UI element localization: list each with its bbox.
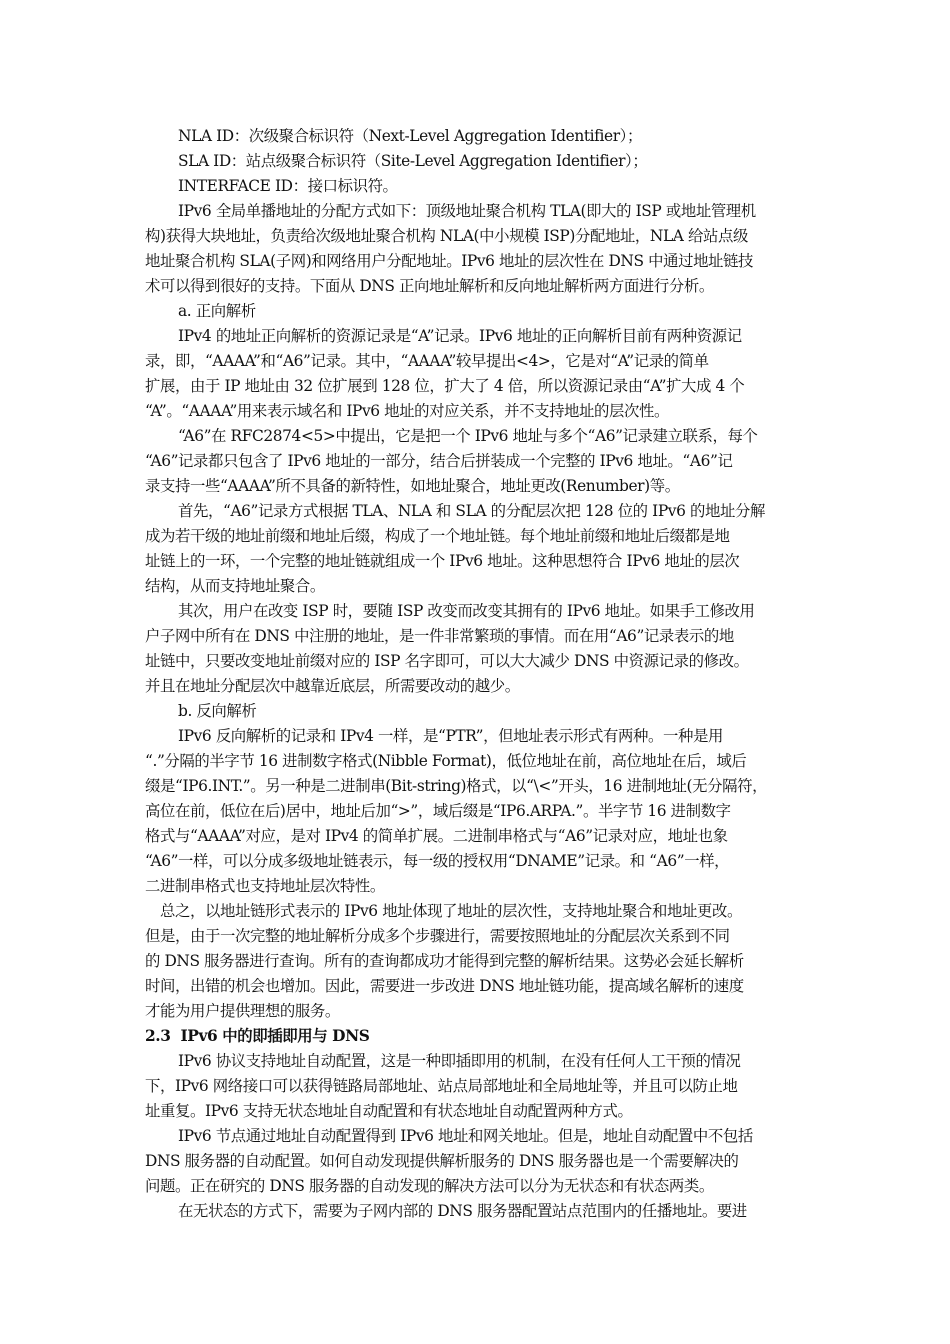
text-line: 录，即，“AAAA”和“A6”记录。其中，“AAAA”较早提出<4>，它是对“A”记录的简单 [145, 352, 709, 370]
text-line: 下，IPv6 网络接口可以获得链路局部地址、站点局部地址和全局地址等，并且可以防止地 [145, 1077, 738, 1095]
text-line: 问题。正在研究的 DNS 服务器的自动发现的解决方法可以分为无状态和有状态两类。 [145, 1177, 714, 1195]
text-line: “A6”在 RFC2874<5>中提出，它是把一个 IPv6 地址与多个“A6”记录建立联系，每个 [178, 427, 758, 445]
text-line: 结构，从而支持地址聚合。 [145, 577, 325, 595]
text-line: IPv6 协议支持地址自动配置，这是一种即插即用的机制，在没有任何人工干预的情况 [178, 1052, 741, 1070]
text-line: 扩展，由于 IP 地址由 32 位扩展到 128 位，扩大了 4 倍，所以资源记录由“A”扩大成 4 个 [145, 377, 745, 395]
text-line: 高位在前，低位在后)居中，地址后加“>”，域后缀是“IP6.ARPA.”。半字节 16 进制数字 [145, 802, 731, 820]
text-line: 址链中，只要改变地址前缀对应的 ISP 名字即可，可以大大减少 DNS 中资源记录的修改。 [145, 652, 749, 670]
text-line: NLA ID：次级聚合标识符（Next-Level Aggregation Identifier）； [178, 127, 642, 145]
text-line: INTERFACE ID：接口标识符。 [178, 177, 398, 195]
text-line: 构)获得大块地址，负责给次级地址聚合机构 NLA(中小规模 ISP)分配地址，NLA 给站点级 [145, 227, 748, 245]
text-line: IPv6 反向解析的记录和 IPv4 一样，是“PTR”，但地址表示形式有两种。一种是用 [178, 727, 723, 745]
text-line: IPv6 全局单播地址的分配方式如下：顶级地址聚合机构 TLA(即大的 ISP 或地址管理机 [178, 202, 756, 220]
text-line: DNS 服务器的自动配置。如何自动发现提供解析服务的 DNS 服务器也是一个需要解决的 [145, 1152, 739, 1170]
text-line: 其次，用户在改变 ISP 时，要随 ISP 改变而改变其拥有的 IPv6 地址。如果手工修改用 [178, 602, 755, 620]
text-line: IPv6 节点通过地址自动配置得到 IPv6 地址和网关地址。但是，地址自动配置中不包括 [178, 1127, 753, 1145]
text-line: 格式与“AAAA”对应，是对 IPv4 的简单扩展。二进制串格式与“A6”记录对应，地址也象 [145, 827, 728, 845]
text-line: 总之，以地址链形式表示的 IPv6 地址体现了地址的层次性，支持地址聚合和地址更改。 [160, 902, 742, 920]
text-line: 址链上的一环，一个完整的地址链就组成一个 IPv6 地址。这种思想符合 IPv6 地址的层次 [145, 552, 740, 570]
text-line: 在无状态的方式下，需要为子网内部的 DNS 服务器配置站点范围内的任播地址。要进 [178, 1202, 747, 1220]
text-line: 首先，“A6”记录方式根据 TLA、NLA 和 SLA 的分配层次把 128 位的 IPv6 的地址分解 [178, 502, 765, 520]
text-line: 并且在地址分配层次中越靠近底层，所需要改动的越少。 [145, 677, 520, 695]
text-line: 但是，由于一次完整的地址解析分成多个步骤进行，需要按照地址的分配层次关系到不同 [145, 927, 730, 945]
text-line: 录支持一些“AAAA”所不具备的新特性，如地址聚合，地址更改(Renumber)等。 [145, 477, 680, 495]
text-line: “A6”记录都只包含了 IPv6 地址的一部分，结合后拼装成一个完整的 IPv6 地址。“A6”记 [145, 452, 733, 470]
text-line: 二进制串格式也支持地址层次特性。 [145, 877, 385, 895]
text-line: IPv4 的地址正向解析的资源记录是“A”记录。IPv6 地址的正向解析目前有两种资源记 [178, 327, 742, 345]
section-label: b. 反向解析 [178, 702, 257, 720]
text-line: 地址聚合机构 SLA(子网)和网络用户分配地址。IPv6 地址的层次性在 DNS 中通过地址链技 [145, 252, 754, 270]
section-label: a. 正向解析 [178, 302, 256, 320]
text-line: 术可以得到很好的支持。下面从 DNS 正向地址解析和反向地址解析两方面进行分析。 [145, 277, 714, 295]
text-line: 址重复。IPv6 支持无状态地址自动配置和有状态地址自动配置两种方式。 [145, 1102, 633, 1120]
text-line: 的 DNS 服务器进行查询。所有的查询都成功才能得到完整的解析结果。这势必会延长解析 [145, 952, 744, 970]
text-line: 成为若干级的地址前缀和地址后缀，构成了一个地址链。每个地址前缀和地址后缀都是地 [145, 527, 730, 545]
text-line: 缀是“IP6.INT.”。另一种是二进制串(Bit-string)格式，以“\<”开头，16 进制地址(无分隔符， [145, 777, 768, 795]
text-line: “.”分隔的半字节 16 进制数字格式(Nibble Format)，低位地址在前，高位地址在后，域后 [145, 752, 747, 770]
text-line: 才能为用户提供理想的服务。 [145, 1002, 340, 1020]
text-line: SLA ID：站点级聚合标识符（Site-Level Aggregation Identifier）； [178, 152, 648, 170]
text-line: 时间，出错的机会也增加。因此，需要进一步改进 DNS 地址链功能，提高域名解析的速度 [145, 977, 744, 995]
text-line: 户子网中所有在 DNS 中注册的地址，是一件非常繁琐的事情。而在用“A6”记录表示的地 [145, 627, 734, 645]
section-heading: 2.3 IPv6 中的即插即用与 DNS [145, 1027, 370, 1045]
text-line: “A”。“AAAA”用来表示域名和 IPv6 地址的对应关系，并不支持地址的层次性。 [145, 402, 669, 420]
text-line: “A6”一样，可以分成多级地址链表示，每一级的授权用“DNAME”记录。和 “A6”一样， [145, 852, 730, 870]
